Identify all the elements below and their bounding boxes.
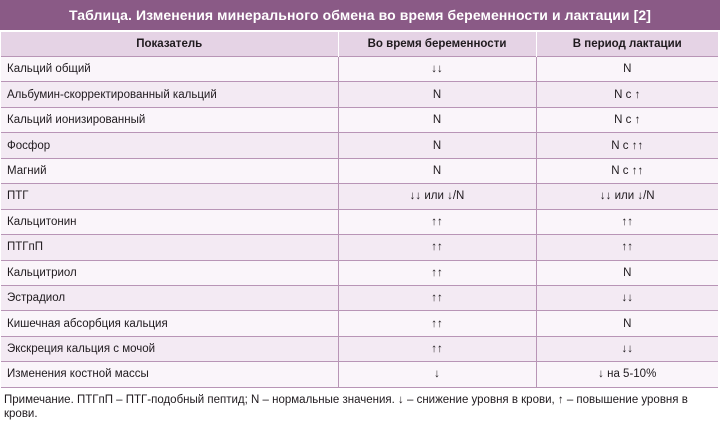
header-pregnancy: Во время беременности — [338, 32, 536, 57]
row-pregnancy-value: ↓ — [338, 362, 536, 387]
row-pregnancy-value: ↑↑ — [338, 285, 536, 310]
row-indicator: Фосфор — [1, 133, 338, 158]
row-pregnancy-value: ↑↑ — [338, 209, 536, 234]
row-indicator: ПТГ — [1, 184, 338, 209]
row-lactation-value: ↓↓ — [536, 285, 718, 310]
row-lactation-value: ↓ на 5-10% — [536, 362, 718, 387]
table-row — [1, 133, 718, 158]
row-lactation-value: N — [536, 260, 718, 285]
row-indicator: Кальций ионизированный — [1, 107, 338, 132]
row-indicator: Кальцитриол — [1, 260, 338, 285]
row-lactation-value: N — [536, 57, 718, 82]
row-pregnancy-value: ↓↓ — [338, 57, 536, 82]
table-row — [1, 184, 718, 209]
table-row — [1, 82, 718, 107]
row-pregnancy-value: N — [338, 133, 536, 158]
row-indicator: Кальций общий — [1, 57, 338, 82]
table-row — [1, 209, 718, 234]
row-pregnancy-value: ↑↑ — [338, 260, 536, 285]
row-pregnancy-value: ↑↑ — [338, 311, 536, 336]
table-row — [1, 336, 718, 361]
table-row — [1, 311, 718, 336]
row-lactation-value: ↑↑ — [536, 209, 718, 234]
table-row — [1, 235, 718, 260]
row-pregnancy-value: ↓↓ или ↓/N — [338, 184, 536, 209]
row-pregnancy-value: ↑↑ — [338, 336, 536, 361]
table-row — [1, 285, 718, 310]
row-lactation-value: N с ↑ — [536, 82, 718, 107]
table-title: Таблица. Изменения минерального обмена во время беременности и лактации [2] — [0, 0, 720, 32]
row-pregnancy-value: N — [338, 107, 536, 132]
row-indicator: ПТГпП — [1, 235, 338, 260]
row-indicator: Экскреция кальция с мочой — [1, 336, 338, 361]
table-header-row — [1, 32, 718, 57]
row-lactation-value: N с ↑↑ — [536, 158, 718, 183]
table-row — [1, 57, 718, 82]
header-indicator: Показатель — [1, 32, 338, 57]
row-indicator: Эстрадиол — [1, 285, 338, 310]
row-indicator: Магний — [1, 158, 338, 183]
row-indicator: Альбумин-скорректированный кальций — [1, 82, 338, 107]
row-lactation-value: ↓↓ — [536, 336, 718, 361]
row-pregnancy-value: N — [338, 158, 536, 183]
row-lactation-value: N — [536, 311, 718, 336]
row-lactation-value: ↓↓ или ↓/N — [536, 184, 718, 209]
table-footnote: Примечание. ПТГпП – ПТГ-подобный пептид; N – нормальные значения. ↓ – снижение уровня в крови, ↑ – повышение уровня в крови. — [4, 393, 688, 420]
table-row — [1, 107, 718, 132]
row-pregnancy-value: N — [338, 82, 536, 107]
mineral-metabolism-table — [1, 32, 718, 388]
row-indicator: Кальцитонин — [1, 209, 338, 234]
table-row — [1, 158, 718, 183]
table-row — [1, 260, 718, 285]
row-lactation-value: ↑↑ — [536, 235, 718, 260]
header-lactation: В период лактации — [536, 32, 718, 57]
row-indicator: Кишечная абсорбция кальция — [1, 311, 338, 336]
row-lactation-value: N с ↑ — [536, 107, 718, 132]
row-lactation-value: N с ↑↑ — [536, 133, 718, 158]
row-pregnancy-value: ↑↑ — [338, 235, 536, 260]
table-row — [1, 362, 718, 387]
row-indicator: Изменения костной массы — [1, 362, 338, 387]
